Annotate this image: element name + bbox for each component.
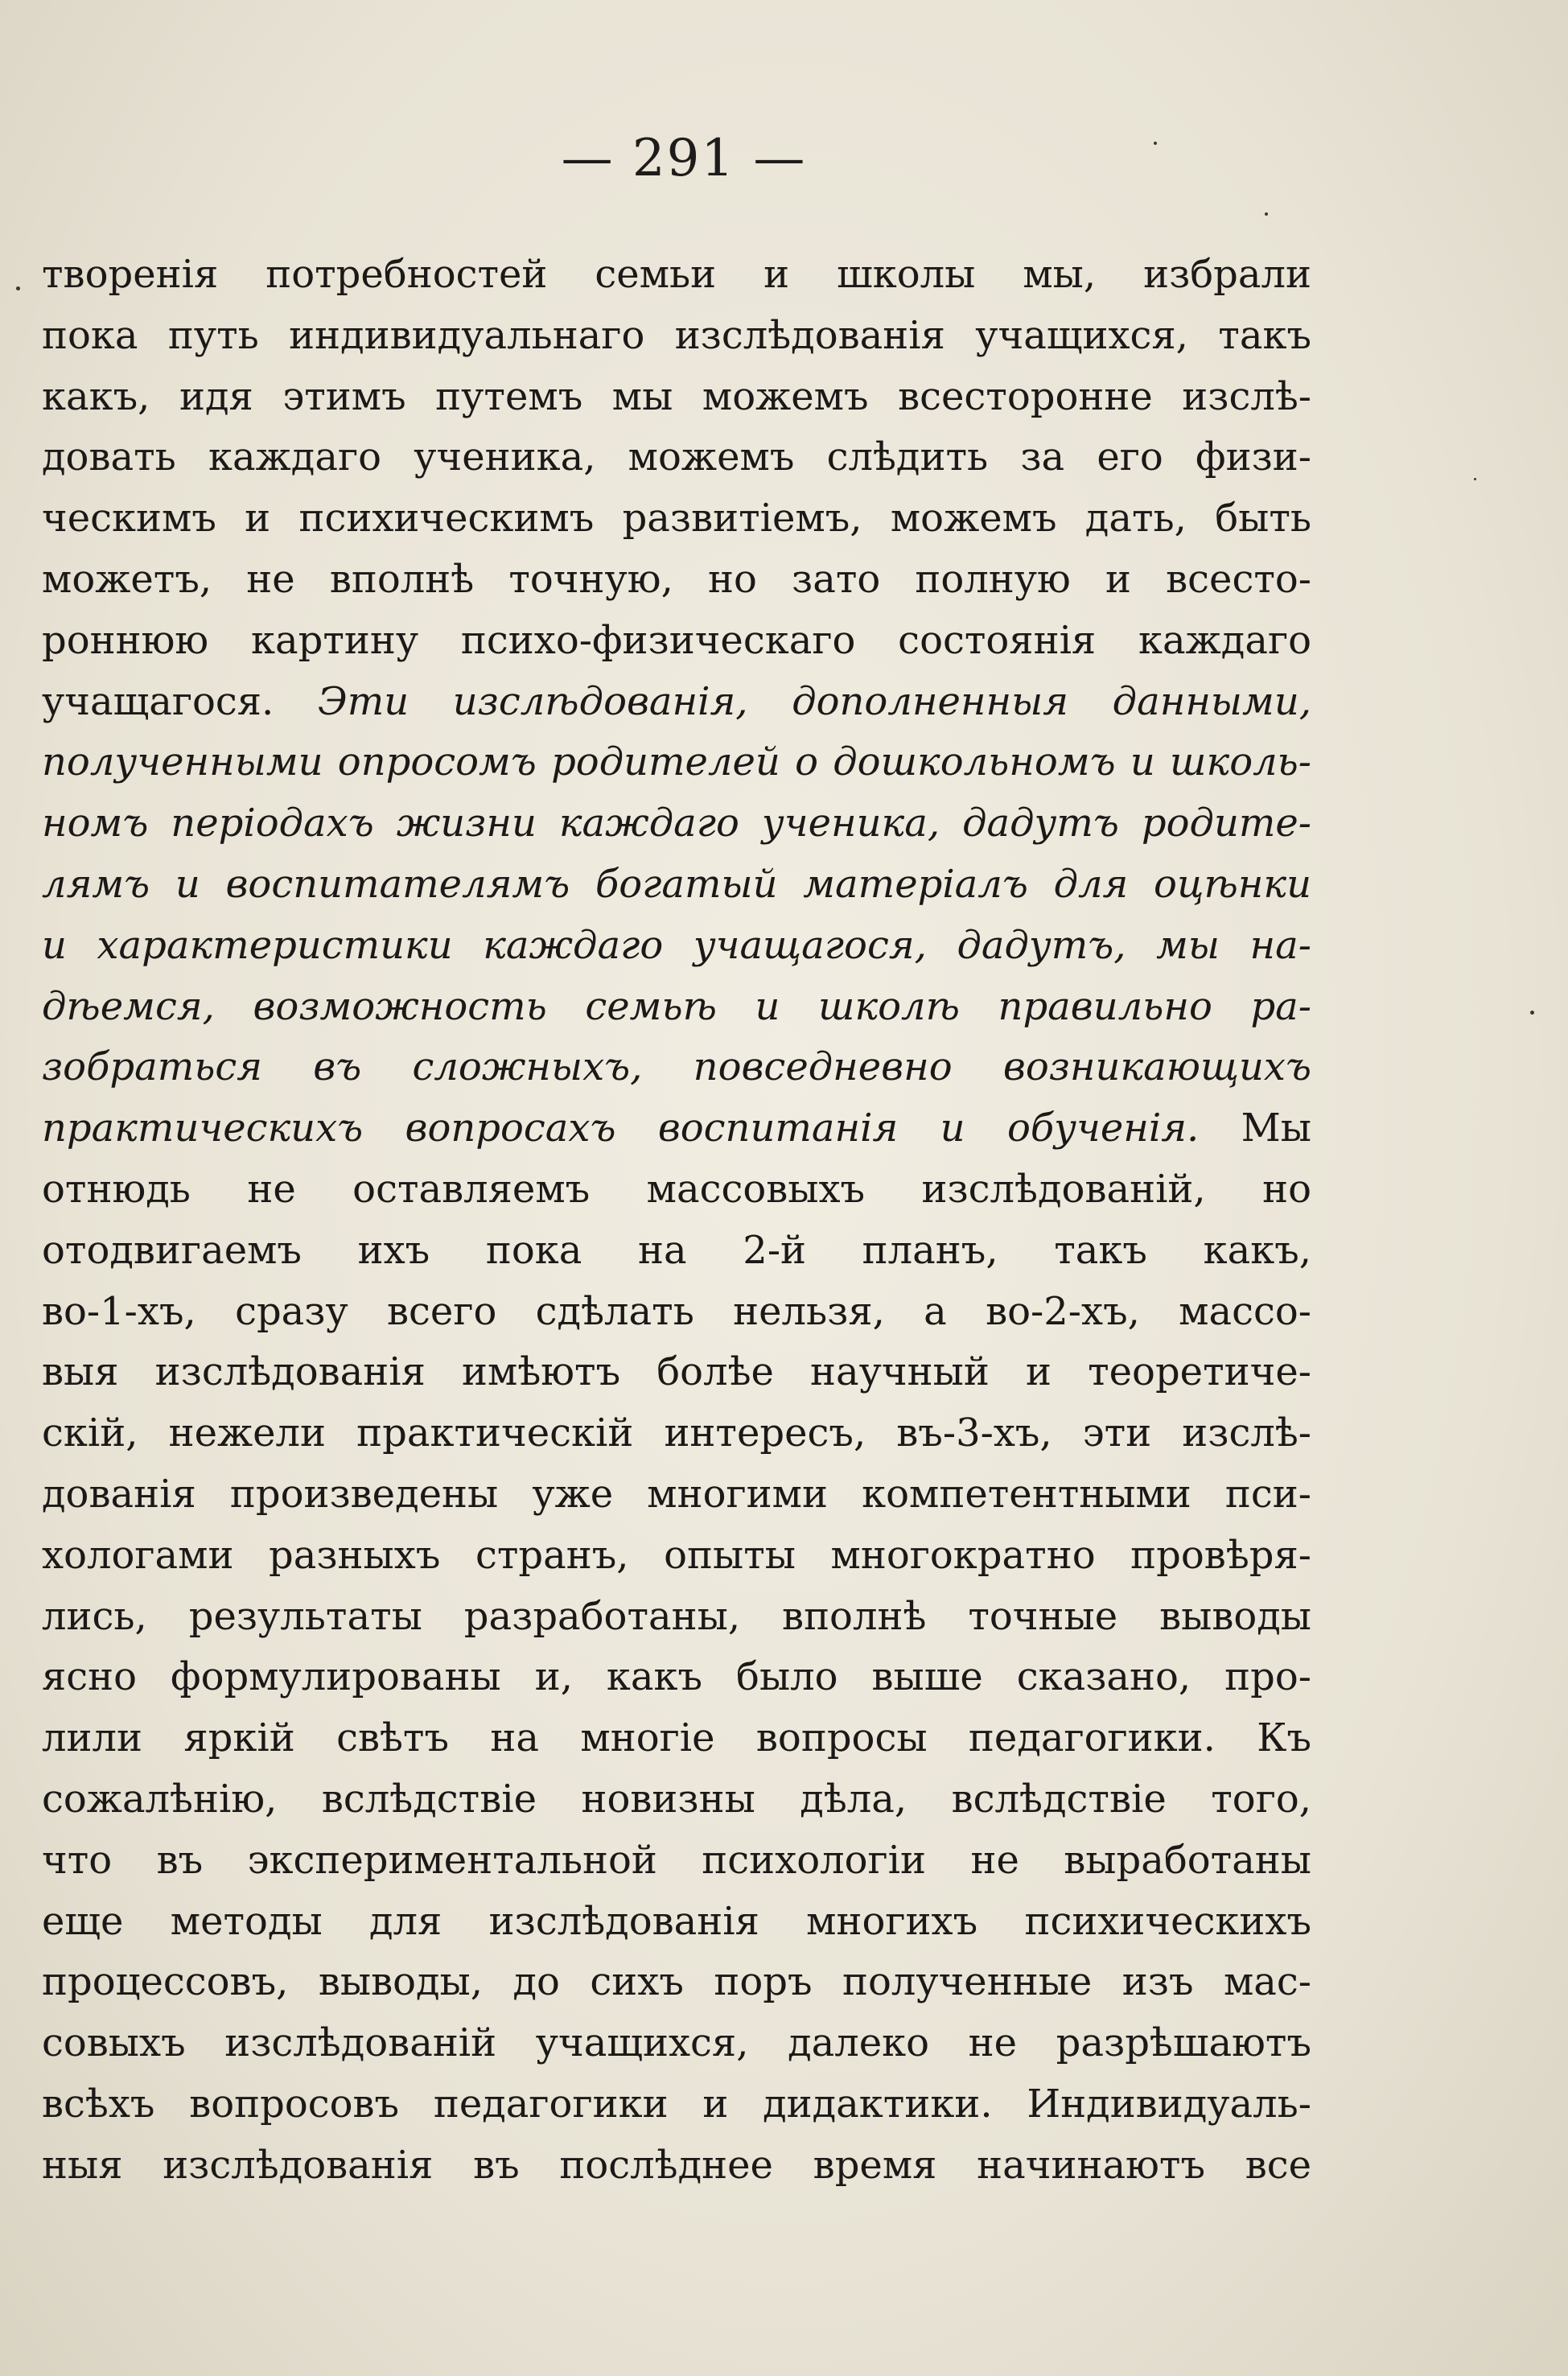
paper-speck xyxy=(16,286,20,290)
line-text: отодвигаемъ ихъ пока на 2-й планъ, такъ какъ, xyxy=(42,1227,1311,1273)
line-text: дованія произведены уже многими компетентными пси- xyxy=(42,1471,1311,1517)
text-line xyxy=(42,1464,1311,1526)
text-line xyxy=(42,1403,1311,1464)
line-text: творенія потребностей семьи и школы мы, избрали xyxy=(42,252,1311,297)
text-line xyxy=(42,1769,1311,1830)
text-line xyxy=(42,1830,1311,1892)
line-text: роннюю картину психо-физическаго состоянія каждаго xyxy=(42,617,1311,663)
line-italic-text: дѣемся, возможность семьѣ и школѣ правильно ра- xyxy=(42,983,1311,1029)
line-italic-text: полученными опросомъ родителей о дошкольномъ и школь- xyxy=(42,739,1311,785)
text-line xyxy=(42,672,1311,733)
text-line xyxy=(42,1159,1311,1221)
text-line xyxy=(42,1282,1311,1343)
text-line xyxy=(42,793,1311,854)
line-text: отнюдь не оставляемъ массовыхъ изслѣдованій, но xyxy=(42,1166,1311,1212)
text-line xyxy=(42,427,1311,488)
line-text: сожалѣнію, вслѣдствіе новизны дѣла, вслѣдствіе того, xyxy=(42,1776,1311,1822)
text-line xyxy=(42,732,1311,793)
text-line xyxy=(42,1526,1311,1587)
text-line xyxy=(42,2135,1311,2197)
line-italic-text: практическихъ вопросахъ воспитанія и обученія. xyxy=(42,1106,1200,1151)
line-text: скій, нежели практическій интересъ, въ-3-хъ, эти изслѣ- xyxy=(42,1410,1311,1456)
line-italic-text: номъ періодахъ жизни каждаго ученика, дадутъ родите- xyxy=(42,801,1311,846)
text-line xyxy=(42,977,1311,1038)
line-text: можетъ, не вполнѣ точную, но зато полную и всесто- xyxy=(42,556,1311,602)
text-line xyxy=(42,1221,1311,1282)
text-line xyxy=(42,2074,1311,2135)
line-text: лись, результаты разработаны, вполнѣ точные выводы xyxy=(42,1593,1311,1639)
line-text: лили яркій свѣтъ на многіе вопросы педагогики. Къ xyxy=(42,1715,1311,1761)
paper-speck xyxy=(1265,212,1268,216)
text-line xyxy=(42,611,1311,672)
text-line xyxy=(42,1098,1311,1159)
text-line xyxy=(42,2013,1311,2074)
line-text-after: Мы xyxy=(1241,1106,1311,1151)
line-text: пока путь индивидуальнаго изслѣдованія учащихся, такъ xyxy=(42,312,1311,358)
line-italic-text: зобраться въ сложныхъ, повседневно возникающихъ xyxy=(42,1044,1311,1090)
text-line xyxy=(42,488,1311,550)
text-line xyxy=(42,306,1311,367)
text-line xyxy=(42,1647,1311,1708)
line-text: совыхъ изслѣдованій учащихся, далеко не разрѣшаютъ xyxy=(42,2020,1311,2066)
line-italic-text: и характеристики каждаго учащагося, дадутъ, мы на- xyxy=(42,922,1311,968)
line-italic-text: лямъ и воспитателямъ богатый матеріалъ для оцѣнки xyxy=(42,861,1311,907)
line-text: выя изслѣдованія имѣютъ болѣе научный и теоретиче- xyxy=(42,1349,1311,1395)
text-line xyxy=(42,916,1311,977)
text-line xyxy=(42,1037,1311,1098)
text-line xyxy=(42,1952,1311,2013)
line-text: всѣхъ вопросовъ педагогики и дидактики. Индивидуаль- xyxy=(42,2081,1311,2127)
line-text: еще методы для изслѣдованія многихъ психическихъ xyxy=(42,1898,1311,1944)
page-number: — 291 — xyxy=(561,129,807,188)
text-line xyxy=(42,854,1311,916)
body-text xyxy=(0,245,1568,2197)
line-text: что въ экспериментальной психологіи не выработаны xyxy=(42,1837,1311,1883)
line-text: какъ, идя этимъ путемъ мы можемъ всесторонне изслѣ- xyxy=(42,373,1311,419)
line-text: хологами разныхъ странъ, опыты многократно провѣря- xyxy=(42,1532,1311,1578)
line-text: ныя изслѣдованія въ послѣднее время начинаютъ все xyxy=(42,2142,1311,2188)
text-line xyxy=(42,245,1311,306)
line-text: во-1-хъ, сразу всего сдѣлать нельзя, а во-2-хъ, массо- xyxy=(42,1288,1311,1334)
line-text: учащагося. xyxy=(42,678,274,724)
paper-speck xyxy=(1154,142,1157,145)
line-text: ческимъ и психическимъ развитіемъ, можемъ дать, быть xyxy=(42,496,1311,541)
line-text: процессовъ, выводы, до сихъ поръ полученные изъ мас- xyxy=(42,1959,1311,2005)
text-line xyxy=(42,1892,1311,1953)
paper-speck xyxy=(1474,478,1476,480)
text-line xyxy=(42,367,1311,428)
text-line xyxy=(42,1342,1311,1403)
text-line xyxy=(42,550,1311,611)
paper-speck xyxy=(1530,1011,1534,1015)
line-text: довать каждаго ученика, можемъ слѣдить за его физи- xyxy=(42,434,1311,480)
line-text: ясно формулированы и, какъ было выше сказано, про- xyxy=(42,1654,1311,1700)
text-line xyxy=(42,1708,1311,1769)
line-italic-text: Эти изслѣдованія, дополненныя данными, xyxy=(317,678,1311,724)
text-line xyxy=(42,1587,1311,1648)
